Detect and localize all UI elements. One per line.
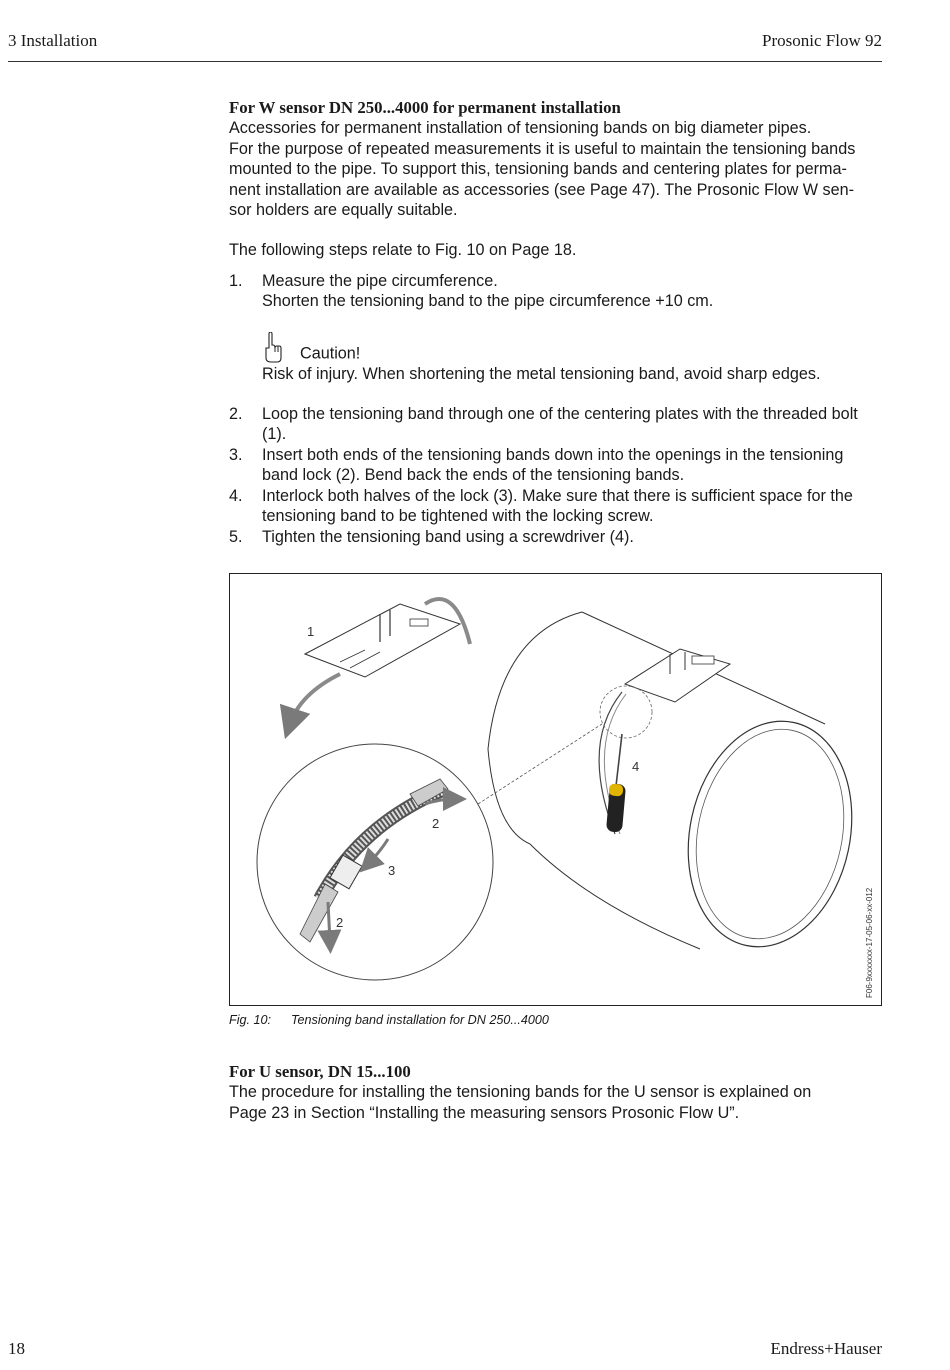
step-number: 1.	[229, 271, 243, 290]
caution-text: Risk of injury. When shortening the metal tensioning band, avoid sharp edges.	[262, 364, 821, 383]
header-section: 3 Installation	[8, 31, 98, 50]
u-sensor-heading: For U sensor, DN 15...100	[229, 1062, 411, 1081]
caution-note	[229, 332, 882, 384]
figure-label-1: 1	[307, 624, 315, 639]
w-sensor-para-line: mounted to the pipe. To support this, tensioning bands and centering plates for perma-	[229, 160, 847, 179]
w-sensor-para-line: nent installation are available as accessories (see Page 47). The Prosonic Flow W sen-	[229, 180, 855, 199]
step-line: tensioning band to be tightened with the locking screw.	[262, 507, 654, 526]
step-number: 2.	[229, 405, 243, 424]
band-lock-detail	[300, 779, 455, 942]
footer-brand: Endress+Hauser	[770, 1339, 882, 1358]
step-item	[229, 527, 882, 547]
step-item	[229, 486, 882, 527]
centering-plate-loose	[305, 604, 460, 677]
u-sensor-section	[229, 1062, 882, 1123]
figure-caption	[229, 1013, 549, 1027]
pointing-hand-icon	[262, 332, 284, 364]
figure-caption-number: Fig. 10:	[229, 1013, 271, 1027]
caution-title: Caution!	[300, 344, 361, 363]
step-number: 3.	[229, 445, 243, 464]
step-item	[229, 445, 882, 486]
steps-list	[229, 271, 882, 312]
figure-label-2: 2	[432, 816, 440, 831]
step-number: 5.	[229, 527, 243, 546]
centering-plate-on-pipe	[625, 649, 730, 702]
figure-code: F06-9xxxxxxx-17-05-06-xx-012	[865, 887, 874, 998]
u-sensor-line: The procedure for installing the tensioning bands for the U sensor is explained on	[229, 1083, 812, 1102]
step-line: Loop the tensioning band through one of the centering plates with the threaded bolt	[262, 405, 858, 424]
u-sensor-line: Page 23 in Section “Installing the measuring sensors Prosonic Flow U”.	[229, 1103, 740, 1122]
w-sensor-para-line: For the purpose of repeated measurements it is useful to maintain the tensioning bands	[229, 139, 856, 158]
step-line: Insert both ends of the tensioning bands down into the openings in the tensioning	[262, 445, 844, 464]
step-number: 4.	[229, 486, 243, 505]
step-item	[229, 271, 882, 312]
installation-figure	[229, 573, 882, 1006]
w-sensor-heading: For W sensor DN 250...4000 for permanent installation	[229, 98, 621, 117]
page-number: 18	[8, 1339, 25, 1358]
figure-illustration	[230, 574, 881, 1005]
steps-list-continued	[229, 404, 882, 547]
figure-caption-text: Tensioning band installation for DN 250...4000	[291, 1013, 549, 1027]
step-item	[229, 404, 882, 445]
w-sensor-para-line: sor holders are equally suitable.	[229, 201, 458, 220]
steps-intro: The following steps relate to Fig. 10 on Page 18.	[229, 241, 577, 260]
step-line: band lock (2). Bend back the ends of the tensioning bands.	[262, 466, 685, 485]
page-header	[8, 31, 882, 62]
header-product: Prosonic Flow 92	[762, 31, 882, 50]
step-line: Measure the pipe circumference.	[262, 271, 498, 290]
w-sensor-intro: Accessories for permanent installation of tensioning bands on big diameter pipes.	[229, 119, 812, 138]
figure-label-3: 3	[388, 863, 396, 878]
screwdriver	[606, 734, 626, 833]
figure-label-2b: 2	[336, 915, 344, 930]
w-sensor-section	[229, 98, 882, 547]
step-line: (1).	[262, 425, 287, 444]
figure-label-4: 4	[632, 759, 640, 774]
step-line: Tighten the tensioning band using a screwdriver (4).	[262, 527, 634, 546]
step-line: Shorten the tensioning band to the pipe circumference +10 cm.	[262, 292, 714, 311]
step-line: Interlock both halves of the lock (3). Make sure that there is sufficient space for the	[262, 486, 853, 505]
